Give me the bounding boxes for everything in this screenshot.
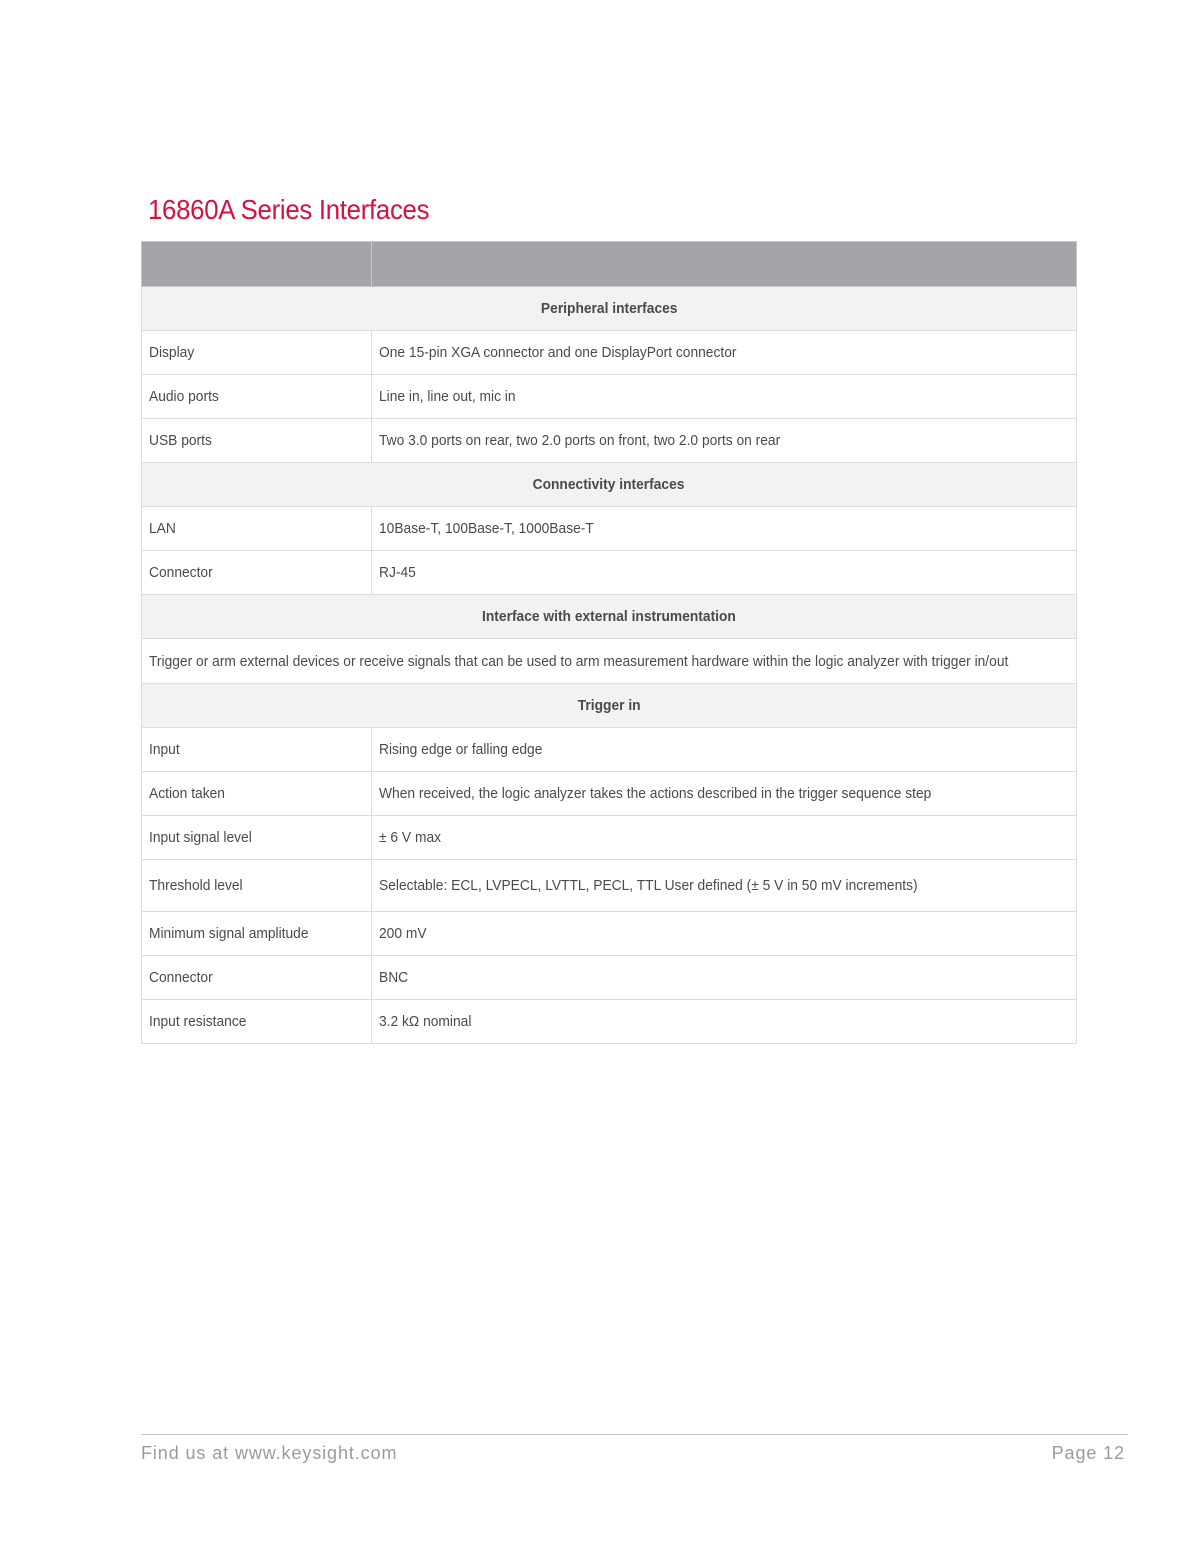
section-heading: Interface with external instrumentation — [142, 595, 1077, 639]
row-label: Input resistance — [142, 1000, 372, 1044]
table-row-input — [142, 728, 1077, 772]
header-cell-value — [372, 242, 1077, 287]
row-value: One 15-pin XGA connector and one DisplayPort connector — [372, 331, 1077, 375]
row-value: BNC — [372, 956, 1077, 1000]
table-row-threshold-level — [142, 860, 1077, 912]
section-heading: Peripheral interfaces — [142, 287, 1077, 331]
row-label: Display — [142, 331, 372, 375]
row-value: Line in, line out, mic in — [372, 375, 1077, 419]
row-label: USB ports — [142, 419, 372, 463]
row-value: When received, the logic analyzer takes the actions described in the trigger sequence step — [372, 772, 1077, 816]
section-connectivity — [142, 463, 1077, 507]
row-label: Input — [142, 728, 372, 772]
table-row-connector — [142, 551, 1077, 595]
row-value: Selectable: ECL, LVPECL, LVTTL, PECL, TTL User defined (± 5 V in 50 mV increments) — [372, 860, 1077, 912]
table-row-external-note — [142, 639, 1077, 684]
row-label: LAN — [142, 507, 372, 551]
row-label: Action taken — [142, 772, 372, 816]
table-row-minimum-signal-amplitude — [142, 912, 1077, 956]
section-heading: Connectivity interfaces — [142, 463, 1077, 507]
row-label: Connector — [142, 956, 372, 1000]
table-header-row — [142, 242, 1077, 287]
row-label: Connector — [142, 551, 372, 595]
row-value: Two 3.0 ports on rear, two 2.0 ports on front, two 2.0 ports on rear — [372, 419, 1077, 463]
row-value: 10Base-T, 100Base-T, 1000Base-T — [372, 507, 1077, 551]
table-row-audio-ports — [142, 375, 1077, 419]
row-label: Threshold level — [142, 860, 372, 912]
table-row-input-resistance — [142, 1000, 1077, 1044]
row-label: Minimum signal amplitude — [142, 912, 372, 956]
section-external-instrumentation — [142, 595, 1077, 639]
table-row-action-taken — [142, 772, 1077, 816]
table-row-display — [142, 331, 1077, 375]
table-row-connector-bnc — [142, 956, 1077, 1000]
page-title: 16860A Series Interfaces — [148, 194, 430, 225]
row-value: RJ-45 — [372, 551, 1077, 595]
interfaces-table — [141, 241, 1077, 1044]
row-label: Audio ports — [142, 375, 372, 419]
table-row-usb-ports — [142, 419, 1077, 463]
row-note: Trigger or arm external devices or receive signals that can be used to arm measurement hardware within the logic analyzer with trigger in/out — [142, 639, 1077, 684]
row-value: Rising edge or falling edge — [372, 728, 1077, 772]
row-label: Input signal level — [142, 816, 372, 860]
header-cell-label — [142, 242, 372, 287]
row-value: ± 6 V max — [372, 816, 1077, 860]
section-peripheral — [142, 287, 1077, 331]
section-trigger-in — [142, 684, 1077, 728]
section-heading: Trigger in — [142, 684, 1077, 728]
footer-divider — [141, 1434, 1128, 1435]
footer-website: Find us at www.keysight.com — [141, 1443, 398, 1463]
footer-page-number: Page 12 — [1051, 1443, 1125, 1463]
table-row-lan — [142, 507, 1077, 551]
row-value: 200 mV — [372, 912, 1077, 956]
row-value: 3.2 kΩ nominal — [372, 1000, 1077, 1044]
table-row-input-signal-level — [142, 816, 1077, 860]
